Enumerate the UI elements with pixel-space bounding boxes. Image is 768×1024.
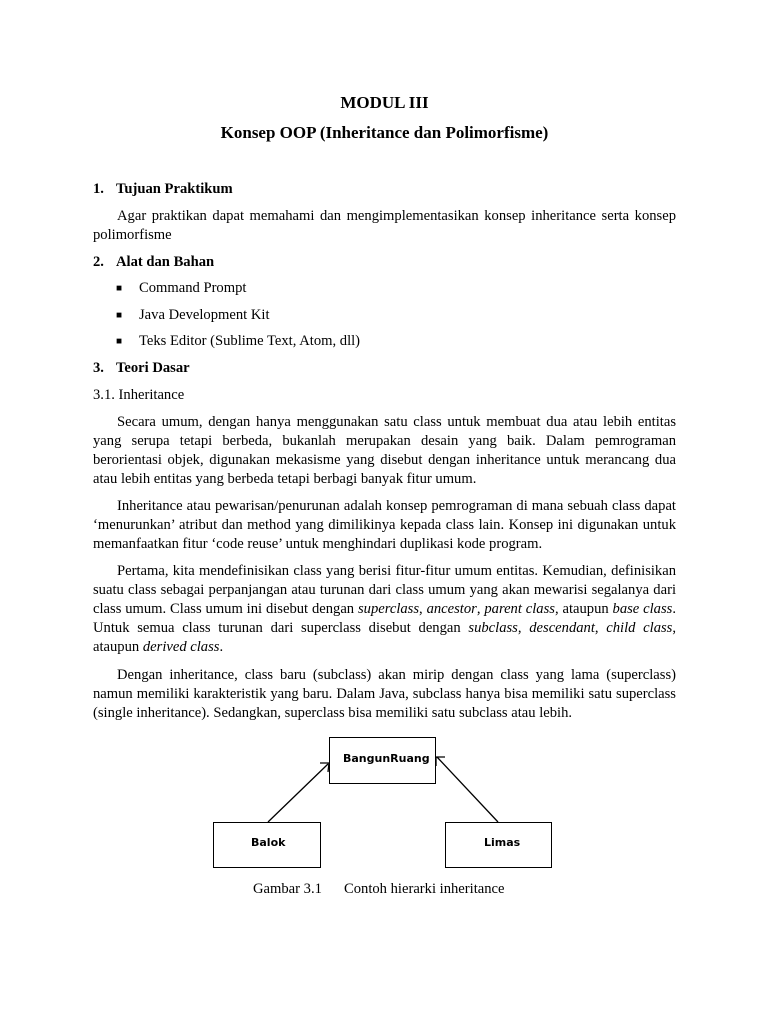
bullet-icon: ■: [116, 310, 123, 321]
section-3-title: Teori Dasar: [116, 360, 190, 376]
figure-caption-label: Gambar 3.1: [253, 881, 322, 897]
section-1-title: Tujuan Praktikum: [116, 181, 233, 197]
arrow-balok-to-bangunruang: [268, 764, 328, 822]
paragraph-4: Dengan inheritance, class baru (subclass) akan mirip dengan class yang lama (superclass) namun memiliki karakteristik yang baru. Dalam Java, subclass hanya bisa memiliki satu superclass (single inheritance). Sedangkan, superclass bisa memiliki satu subclass atau lebih.: [93, 667, 676, 721]
paragraph-1: Secara umum, dengan hanya menggunakan satu class untuk membuat dua atau lebih entitas yang serupa tetapi berbeda, bukanlah merupakan desain yang baik. Dalam pemrograman berorientasi objek, digunakan mekasisme yang disebut dengan inheritance untuk merancang dua atau lebih entitas yang berbeda tetapi berbagi banyak fitur umum.: [93, 414, 676, 487]
paragraph-2: Inheritance atau pewarisan/penurunan adalah konsep pemrograman di mana sebuah class dapat ‘menurunkan’ atribut dan method yang dimilikinya kepada class lain. Konsep ini digunakan untuk memanfaatkan fitur ‘code reuse’ untuk menghindari duplikasi kode program.: [93, 498, 676, 552]
term-superclass: superclass: [357, 601, 420, 617]
module-subtitle: Konsep OOP (Inheritance dan Polimorfisme): [220, 123, 549, 142]
term-child-class: child class: [606, 620, 673, 636]
section-3-number: 3.: [93, 360, 104, 376]
p3-sep: , ataupun: [554, 601, 613, 617]
p3-sep: ,: [476, 601, 485, 617]
p3-sep: ,: [594, 620, 607, 636]
term-ancestor: ancestor: [426, 601, 477, 617]
section-2-title: Alat dan Bahan: [116, 254, 215, 270]
p3-sep: ,: [517, 620, 530, 636]
list-item-label: Command Prompt: [139, 280, 247, 296]
list-item-label: Java Development Kit: [139, 307, 270, 323]
section-1-number: 1.: [93, 181, 104, 197]
section-1-body: Agar praktikan dapat memahami dan mengimplementasikan konsep inheritance serta konsep polimorfisme: [93, 208, 676, 243]
list-item-label: Teks Editor (Sublime Text, Atom, dll): [139, 333, 361, 349]
figure-caption-text: Contoh hierarki inheritance: [344, 881, 505, 897]
class-name-balok: Balok: [251, 836, 286, 849]
subsection-heading: 3.1. Inheritance: [93, 387, 185, 403]
p3-sep: , ataupun: [93, 620, 677, 655]
bullet-icon: ■: [116, 283, 123, 294]
p3-sep: .: [219, 639, 224, 655]
bullet-icon: ■: [116, 336, 123, 347]
section-2-number: 2.: [93, 254, 104, 270]
p3-sep: ,: [419, 601, 427, 617]
p3-text: Pertama, kita mendefinisikan class yang berisi fitur-fitur umum entitas. Kemudian, definisikan suatu class sebagai perpanjangan atau turunan dari class umum yang akan mewarisi segalanya dari class umum. Class umum ini disebut dengan: [93, 563, 676, 617]
module-title: MODUL III: [340, 93, 429, 112]
term-derived-class: derived class: [142, 639, 220, 655]
class-name-limas: Limas: [484, 836, 521, 849]
arrow-limas-to-bangunruang: [437, 757, 498, 822]
class-name-bangunruang: BangunRuang: [343, 752, 430, 765]
term-parent-class: parent class: [484, 601, 555, 617]
p3-text: . Untuk semua class turunan dari superclass disebut dengan: [93, 601, 676, 636]
term-subclass: subclass: [468, 620, 518, 636]
term-base-class: base class: [612, 601, 673, 617]
term-descendant: descendant: [529, 620, 595, 636]
